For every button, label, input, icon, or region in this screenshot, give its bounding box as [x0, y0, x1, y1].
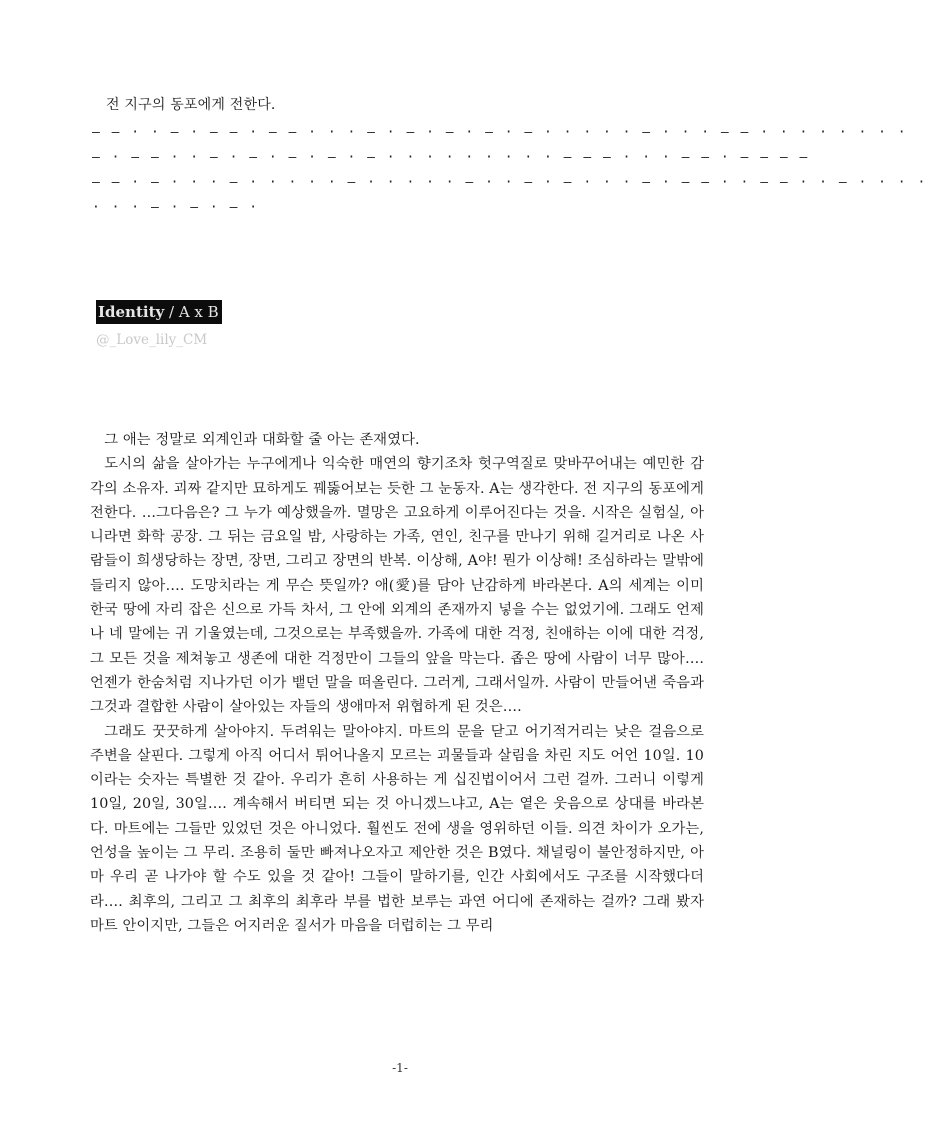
morse-line: – · – – · · – · – · – · – · – · · · · · · · · · – – – · · · – – · – – – –	[92, 150, 810, 165]
morse-line: · · · – · – · – ·	[92, 200, 260, 215]
morse-line: – – · – · · · – · · · · · – · · · · · – · · – · – · · · – · – – · · – – · · – · · · ·	[92, 175, 927, 190]
paragraph: 도시의 삶을 살아가는 누구에게나 익숙한 매연의 향기조차 헛구역질로 맞바꾸어내는 예민한 감각의 소유자. 괴짜 같지만 묘하게도 꿰뚫어보는 듯한 그 눈동자. A는 생각한다. 전 지구의 동포에게 전한다. …그다음은? 그 누가 예상했을까. 멸망은 고요하게 이루어진다는 것을. 시작은 실험실, 아니라면 화학 공장. 그 뒤는 금요일 밤, 사랑하는 가족, 연인, 친구를 만나기 위해 길거리로 나온 사람들이 희생당하는 장면, 장면, 그리고 장면의 반복. 이상해, A야! 뭔가 이상해! 조심하라는 말밖에 들리지 않아…. 도망치라는 게 무슨 뜻일까? 애(愛)를 담아 난감하게 바라본다. A의 세계는 이미 한국 땅에 자리 잡은 신으로 가득 차서, 그 안에 외계의 존재까지 넣을 수는 없었기에. 그래도 언제나 네 말에는 귀 기울였는데, 그것으로는 부족했을까. 가족에 대한 걱정, 친애하는 이에 대한 걱정, 그 모든 것을 제쳐놓고 생존에 대한 걱정만이 그들의 앞을 막는다. 좁은 땅에 사람이 너무 많아…. 언젠가 한숨처럼 지나가던 이가 뱉던 말을 떠올린다. 그러게, 그래서일까. 사람이 만들어낸 죽음과 그것과 결합한 사람이 살아있는 자들의 생애마저 위협하게 된 것은….	[90, 456, 704, 716]
story-title-rest: / A x B	[164, 303, 219, 321]
morse-code-block	[92, 120, 927, 220]
author-handle: @_Love_lily_CM	[96, 332, 208, 348]
morse-line: – – · · – · – – · – – · · · – · – · – · – · – · · · · · – · · · – – · · · · · · · ·	[92, 125, 908, 140]
paragraph: 그래도 꿋꿋하게 살아야지. 두려워는 말아야지. 마트의 문을 닫고 어기적거리는 낮은 걸음으로 주변을 살핀다. 그렇게 아직 어디서 튀어나올지 모르는 괴물들과 살림을 차린 지도 어언 10일. 10이라는 숫자는 특별한 것 같아. 우리가 흔히 사용하는 게 십진법이어서 그런 걸까. 그러니 이렇게 10일, 20일, 30일…. 계속해서 버티면 되는 것 아니겠느냐고, A는 옅은 웃음으로 상대를 바라본다. 마트에는 그들만 있었던 것은 아니었다. 훨씬도 전에 생을 영위하던 이들. 의견 차이가 오가는, 언성을 높이는 그 무리. 조용히 둘만 빠져나오자고 제안한 것은 B였다. 채널링이 불안정하지만, 아마 우리 곧 나가야 할 수도 있을 것 같아! 그들이 말하기를, 인간 사회에서도 구조를 시작했다더라…. 최후의, 그리고 그 최후의 최후라 부를 법한 보루는 과연 어디에 존재하는 걸까? 그래 봤자 마트 안이지만, 그들은 어지러운 질서가 마음을 더럽히는 그 무리	[90, 723, 704, 934]
page-number: -1-	[392, 1061, 408, 1075]
intro-line: 전 지구의 동포에게 전한다.	[106, 97, 276, 113]
title-block	[96, 300, 222, 348]
story-title-main: Identity	[98, 303, 165, 321]
paragraph: 그 애는 정말로 외계인과 대화할 줄 아는 존재였다.	[104, 432, 420, 448]
story-title	[96, 300, 222, 324]
body-text	[90, 428, 704, 938]
